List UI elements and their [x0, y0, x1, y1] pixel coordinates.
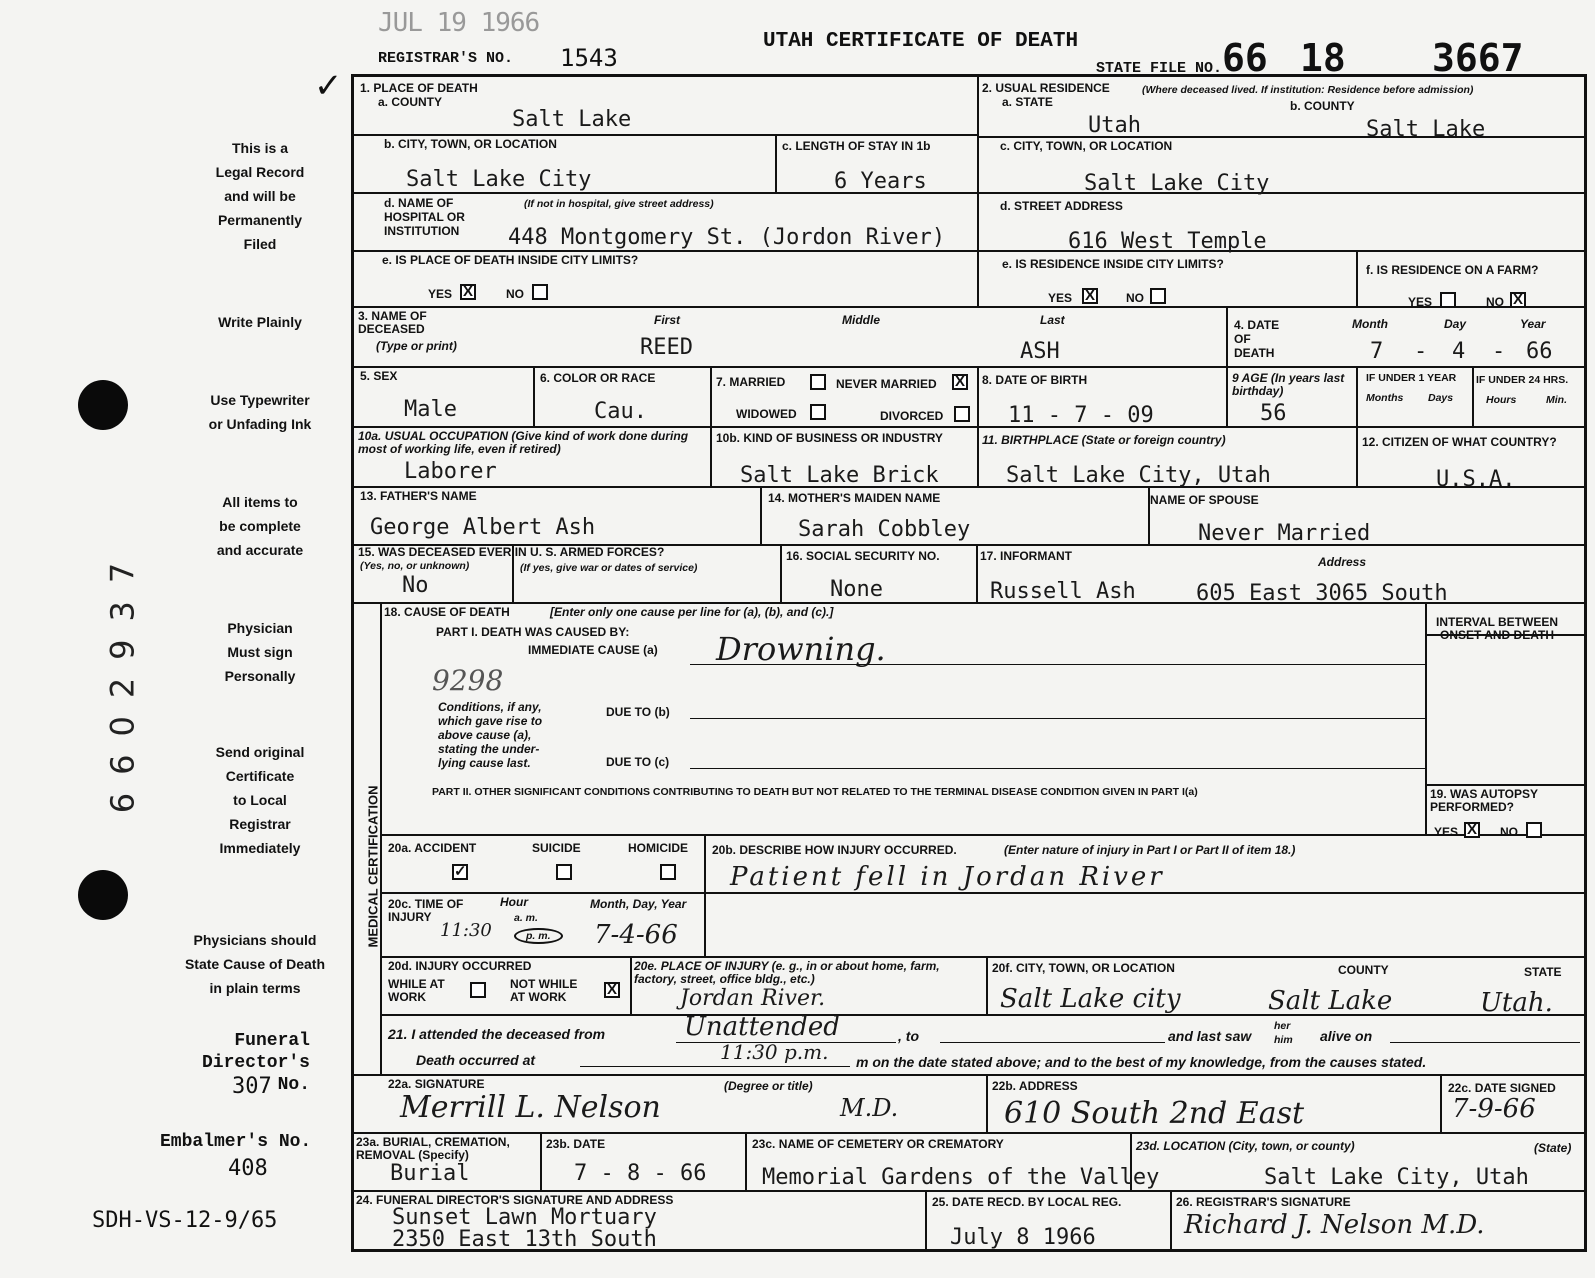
armed-forces-note-1: (Yes, no, or unknown) [360, 560, 470, 572]
rule [775, 136, 777, 192]
rule [1356, 252, 1358, 306]
rule [1425, 602, 1427, 834]
state-file-label: STATE FILE NO. [1096, 60, 1223, 77]
rule [780, 544, 782, 602]
widowed-label: WIDOWED [736, 407, 797, 421]
type-or-print-note: (Type or print) [376, 339, 457, 353]
last-saw-label: and last saw [1168, 1028, 1252, 1044]
rule [977, 426, 979, 486]
injury-description-label: 20b. DESCRIBE HOW INJURY OCCURRED. [712, 843, 957, 857]
rule [353, 1132, 1585, 1134]
punch-hole-lower [78, 870, 128, 920]
disposition-value: Burial [390, 1161, 470, 1186]
farm-yes-label: YES [1408, 295, 1433, 309]
street-address-value: 616 West Temple [1068, 229, 1267, 254]
ssn-label: 16. SOCIAL SECURITY NO. [786, 549, 940, 563]
rule [1472, 366, 1474, 426]
rule [353, 1190, 1585, 1192]
autopsy-label: 19. WAS AUTOPSY PERFORMED? [1430, 787, 1538, 814]
residence-county-value: Salt Lake [1366, 117, 1486, 142]
embalmer-label: Embalmer's No. [160, 1132, 312, 1152]
residence-county-label: b. COUNTY [1290, 99, 1355, 113]
informant-value: Russell Ash [990, 579, 1136, 604]
stamp-date: JUL 19 1966 [378, 8, 540, 38]
date-signed-label: 22c. DATE SIGNED [1448, 1081, 1556, 1095]
funeral-director-line-1: Sunset Lawn Mortuary [392, 1205, 657, 1230]
rule [353, 306, 1585, 308]
state-file-c: 3667 [1432, 36, 1524, 80]
cause-of-death-note: [Enter only one cause per line for (a), (b), and (c).] [550, 605, 834, 619]
burial-date-label: 23b. DATE [546, 1137, 606, 1151]
place-of-injury-label: 20e. PLACE OF INJURY (e. g., in or about home, farm, factory, street, office bldg., etc.) [634, 959, 940, 986]
county-value: Salt Lake [512, 107, 632, 132]
city-value: Salt Lake City [406, 167, 592, 192]
attended-value: Unattended [684, 1012, 840, 1042]
rule [353, 134, 977, 136]
farm-yes-checkbox[interactable] [1440, 292, 1456, 308]
dash: - [1492, 339, 1506, 364]
inside-city-limits-label: e. IS PLACE OF DEATH INSIDE CITY LIMITS? [382, 253, 639, 267]
armed-forces-note-2: (If yes, give war or dates of service) [520, 562, 698, 574]
length-of-stay-value: 6 Years [834, 169, 927, 194]
under-24-hrs-label: IF UNDER 24 HRS. [1476, 374, 1569, 386]
legal-record-note: This is a Legal Record and will be Permanently Filed [215, 140, 305, 252]
spouse-name-label: NAME OF SPOUSE [1150, 493, 1259, 507]
ssn-value: None [830, 577, 883, 602]
alive-on-line [1390, 1042, 1580, 1043]
injury-city-label: 20f. CITY, TOWN, OR LOCATION [992, 961, 1175, 975]
state-file-a: 66 [1222, 36, 1268, 80]
residence-city-label: c. CITY, TOWN, OR LOCATION [1000, 139, 1173, 153]
injury-county-value: Salt Lake [1268, 986, 1393, 1016]
deceased-name-label: 3. NAME OF DECEASED [358, 309, 427, 336]
state-cause-note: Physicians should State Cause of Death in plain terms [184, 932, 326, 996]
registrar-signature: Richard J. Nelson M.D. [1184, 1210, 1485, 1240]
injury-state-value: Utah. [1480, 988, 1553, 1018]
death-inside-no-checkbox[interactable] [532, 284, 548, 300]
city-label: b. CITY, TOWN, OR LOCATION [384, 137, 557, 151]
homicide-checkbox[interactable] [660, 864, 676, 880]
death-year-value: 66 [1526, 339, 1553, 364]
rule [353, 486, 1585, 488]
sex-label: 5. SEX [360, 369, 398, 383]
while-at-work-label: WHILE AT WORK [388, 977, 445, 1004]
residence-state-value: Utah [1088, 113, 1141, 138]
registrar-no: 1543 [560, 44, 618, 72]
occupation-label: 10a. USUAL OCCUPATION (Give kind of work done during most of working life, even if retired) [358, 429, 689, 456]
race-label: 6. COLOR OR RACE [540, 371, 656, 385]
under-1-year-label: IF UNDER 1 YEAR [1366, 372, 1457, 384]
injury-description-value: Patient fell in Jordan River [730, 862, 1165, 892]
month-label: Month [1352, 317, 1388, 331]
due-to-b-line [690, 718, 1425, 719]
married-label: 7. MARRIED [716, 375, 786, 389]
rule [630, 956, 632, 1014]
usual-residence-note: (Where deceased lived. If institution: Residence before admission) [1142, 84, 1474, 96]
rule [380, 1014, 1585, 1016]
rule [977, 366, 979, 426]
injury-occurred-label: 20d. INJURY OCCURRED [388, 959, 532, 973]
min-label: Min. [1546, 394, 1567, 406]
father-name-value: George Albert Ash [370, 515, 596, 540]
informant-address-value: 605 East 3065 South [1196, 581, 1448, 606]
rule [353, 192, 1585, 194]
suicide-checkbox[interactable] [556, 864, 572, 880]
rule [380, 892, 1585, 894]
rule [760, 486, 762, 544]
rule [976, 544, 978, 602]
month-day-year-label: Month, Day, Year [590, 897, 687, 911]
rule [1425, 784, 1585, 786]
age-label: 9 AGE (In years last birthday) [1232, 371, 1345, 398]
never-married-checkbox[interactable]: X [952, 374, 968, 390]
registrar-no-label: REGISTRAR'S NO. [378, 50, 514, 67]
due-to-b-label: DUE TO (b) [606, 705, 670, 719]
married-checkbox[interactable] [810, 374, 826, 390]
date-of-birth-value: 11 - 7 - 09 [1008, 403, 1154, 428]
accident-label: 20a. ACCIDENT [388, 841, 477, 855]
burial-state-label: (State) [1534, 1141, 1572, 1155]
birthplace-label: 11. BIRTHPLACE (State or foreign country) [982, 433, 1226, 447]
punch-hole-top [78, 380, 128, 430]
rule [353, 426, 1585, 428]
rule [704, 834, 706, 956]
physician-address-label: 22b. ADDRESS [992, 1079, 1078, 1093]
informant-label: 17. INFORMANT [980, 549, 1073, 563]
hours-label: Hours [1486, 394, 1517, 406]
residence-inside-yes-label: YES [1048, 291, 1073, 305]
death-month-value: 7 [1370, 339, 1384, 364]
rule [353, 366, 1585, 368]
interval-label: INTERVAL BETWEEN ONSET AND DEATH [1436, 615, 1559, 642]
cause-code: 9298 [432, 664, 504, 697]
sex-value: Male [404, 397, 457, 422]
armed-forces-label: 15. WAS DECEASED EVER IN U. S. ARMED FORCES? [358, 545, 665, 559]
rule [925, 1190, 927, 1252]
cause-line [690, 664, 1425, 665]
last-name-label: Last [1040, 313, 1065, 327]
rule [380, 834, 1585, 836]
rule [353, 1074, 1585, 1076]
residence-inside-no-label: NO [1126, 291, 1144, 305]
divorced-checkbox[interactable] [954, 406, 970, 422]
residence-inside-label: e. IS RESIDENCE INSIDE CITY LIMITS? [1002, 257, 1224, 271]
residence-city-value: Salt Lake City [1084, 171, 1270, 196]
occupation-value: Laborer [404, 459, 497, 484]
age-value: 56 [1260, 401, 1287, 426]
informant-address-label: Address [1318, 555, 1367, 569]
not-while-at-work-checkbox[interactable]: X [604, 982, 620, 998]
place-of-death-label: 1. PLACE OF DEATH [360, 81, 478, 95]
cause-value: Drowning. [716, 630, 886, 668]
burial-location-label: 23d. LOCATION (City, town, or county) [1136, 1139, 1355, 1153]
length-of-stay-label: c. LENGTH OF STAY IN 1b [782, 139, 931, 153]
vertical-serial-number: 6602937 [103, 544, 142, 814]
death-inside-yes-checkbox[interactable]: X [460, 284, 476, 300]
first-name-label: First [654, 313, 681, 327]
date-signed-value: 7-9-66 [1452, 1094, 1536, 1124]
widowed-checkbox[interactable] [810, 404, 826, 420]
divorced-label: DIVORCED [880, 409, 944, 423]
due-to-c-line [690, 768, 1425, 769]
typewriter-note: Use Typewriter or Unfading Ink [208, 392, 312, 432]
rule [745, 1132, 747, 1190]
day-label: Day [1444, 317, 1467, 331]
rule [540, 1132, 542, 1190]
cemetery-label: 23c. NAME OF CEMETERY OR CREMATORY [752, 1137, 1004, 1151]
first-name-value: REED [640, 335, 693, 360]
residence-state-label: a. STATE [1002, 95, 1053, 109]
physician-note: Physician Must sign Personally [224, 620, 296, 684]
rule [986, 956, 988, 1014]
to-line [940, 1042, 1165, 1043]
not-while-at-work-label: NOT WHILE AT WORK [510, 977, 578, 1004]
check-mark: ✓ [314, 66, 343, 106]
form-code: SDH-VS-12-9/65 [92, 1208, 278, 1233]
rule [1170, 1190, 1172, 1252]
birthplace-value: Salt Lake City, Utah [1006, 463, 1271, 488]
autopsy-yes-label: YES [1434, 825, 1459, 839]
her-label: her [1274, 1020, 1291, 1032]
conditions-note: Conditions, if any, which gave rise to above cause (a), stating the under- lying cause last. [438, 700, 543, 770]
death-day-value: 4 [1452, 339, 1466, 364]
rule [380, 956, 1585, 958]
injury-county-label: COUNTY [1338, 963, 1389, 977]
race-value: Cau. [594, 399, 647, 424]
hospital-value: 448 Montgomery St. (Jordon River) [508, 225, 946, 250]
part-2-label: PART II. OTHER SIGNIFICANT CONDITIONS CONTRIBUTING TO DEATH BUT NOT RELATED TO THE TERMINAL DISEASE CONDITION GIVEN IN PART I(a) [432, 786, 1198, 798]
months-label: Months [1366, 392, 1404, 404]
year-label: Year [1520, 317, 1546, 331]
homicide-label: HOMICIDE [628, 841, 688, 855]
disposition-label: 23a. BURIAL, CREMATION, REMOVAL (Specify) [356, 1135, 510, 1162]
business-value: Salt Lake Brick [740, 463, 939, 488]
signature-label: 22a. SIGNATURE [388, 1077, 485, 1091]
middle-name-label: Middle [842, 313, 880, 327]
mother-name-value: Sarah Cobbley [798, 517, 971, 542]
citizen-label: 12. CITIZEN OF WHAT COUNTRY? [1362, 435, 1557, 449]
pm-label: p. m. [514, 928, 563, 944]
date-received-value: July 8 1966 [950, 1225, 1096, 1250]
mother-name-label: 14. MOTHER'S MAIDEN NAME [768, 491, 941, 505]
street-address-label: d. STREET ADDRESS [1000, 199, 1123, 213]
rule [1226, 306, 1228, 426]
rule [977, 76, 979, 306]
place-of-injury-value: Jordan River. [680, 986, 826, 1011]
hospital-label: d. NAME OF HOSPITAL OR INSTITUTION [384, 196, 465, 238]
residence-inside-yes-checkbox[interactable]: X [1082, 288, 1098, 304]
funeral-director-no: 307 [232, 1074, 272, 1099]
certificate-title: UTAH CERTIFICATE OF DEATH [763, 30, 1079, 53]
spouse-name-value: Never Married [1198, 521, 1371, 546]
business-label: 10b. KIND OF BUSINESS OR INDUSTRY [716, 431, 943, 445]
rule [1356, 366, 1358, 486]
registrar-signature-label: 26. REGISTRAR'S SIGNATURE [1176, 1195, 1351, 1209]
funeral-director-sig-label: 24. FUNERAL DIRECTOR'S SIGNATURE AND ADDRESS [356, 1193, 674, 1207]
accident-checkbox[interactable]: ✓ [454, 863, 467, 880]
rule [977, 136, 1585, 138]
physician-address-value: 610 South 2nd East [1004, 1096, 1305, 1131]
date-received-label: 25. DATE RECD. BY LOCAL REG. [932, 1195, 1122, 1209]
to-label: , to [898, 1028, 919, 1044]
physician-degree: M.D. [840, 1094, 899, 1122]
hospital-note: (If not in hospital, give street address) [524, 198, 714, 210]
never-married-label: NEVER MARRIED [836, 377, 937, 391]
cause-of-death-label: 18. CAUSE OF DEATH [384, 605, 510, 619]
injury-city-value: Salt Lake city [1000, 984, 1181, 1014]
hour-label: Hour [500, 895, 528, 909]
father-name-label: 13. FATHER'S NAME [360, 489, 477, 503]
due-to-c-label: DUE TO (c) [606, 755, 670, 769]
autopsy-yes-checkbox[interactable]: X [1464, 822, 1480, 838]
rule [1440, 1074, 1442, 1132]
knowledge-statement: m on the date stated above; and to the best of my knowledge, from the causes stated. [856, 1054, 1427, 1070]
death-inside-no-label: NO [506, 287, 524, 301]
injury-date-value: 7-4-66 [594, 920, 678, 950]
injury-description-note: (Enter nature of injury in Part I or Part II of item 18.) [1004, 843, 1296, 857]
last-name-value: ASH [1020, 339, 1060, 364]
farm-no-checkbox[interactable]: X [1510, 292, 1526, 308]
funeral-director-line-2: 2350 East 13th South [392, 1227, 657, 1252]
rule [710, 366, 712, 486]
cemetery-value: Memorial Gardens of the Valley [762, 1165, 1160, 1190]
him-label: him [1274, 1034, 1293, 1046]
am-label: a. m. [514, 912, 538, 924]
degree-label: (Degree or title) [724, 1079, 813, 1093]
alive-on-label: alive on [1320, 1028, 1373, 1044]
send-note: Send original Certificate to Local Registrar Immediately [215, 744, 305, 856]
autopsy-no-label: NO [1500, 825, 1518, 839]
rule [353, 250, 1585, 252]
residence-inside-no-checkbox[interactable] [1150, 288, 1166, 304]
embalmer-no: 408 [228, 1156, 268, 1181]
death-occurred-label: Death occurred at [416, 1052, 536, 1068]
county-label: a. COUNTY [378, 95, 443, 109]
burial-date-value: 7 - 8 - 66 [574, 1161, 707, 1186]
rule [533, 366, 535, 426]
death-occurred-line [580, 1066, 850, 1067]
complete-note: All items to be complete and accurate [216, 494, 304, 558]
rule [986, 1074, 988, 1132]
usual-residence-label: 2. USUAL RESIDENCE [982, 81, 1110, 95]
while-at-work-checkbox[interactable] [470, 982, 486, 998]
time-of-injury-label: 20c. TIME OF INJURY [388, 897, 464, 924]
state-file-b: 18 [1300, 36, 1346, 80]
farm-no-label: NO [1486, 295, 1504, 309]
citizen-value: U.S.A. [1436, 467, 1516, 492]
armed-forces-value: No [402, 573, 429, 598]
dash: - [1414, 339, 1428, 364]
death-inside-yes-label: YES [428, 287, 453, 301]
physician-signature: Merrill L. Nelson [400, 1090, 661, 1125]
suicide-label: SUICIDE [532, 841, 581, 855]
days-label: Days [1428, 392, 1454, 404]
injury-state-label: STATE [1524, 965, 1562, 979]
write-plainly-note: Write Plainly [218, 314, 302, 330]
on-farm-label: f. IS RESIDENCE ON A FARM? [1366, 263, 1539, 277]
autopsy-no-checkbox[interactable] [1526, 822, 1542, 838]
attended-label: 21. I attended the deceased from [388, 1026, 606, 1042]
part-1-label: PART I. DEATH WAS CAUSED BY: [436, 625, 630, 639]
burial-location-value: Salt Lake City, Utah [1264, 1165, 1529, 1190]
funeral-director-label: Funeral Director's No. [201, 1031, 310, 1095]
immediate-cause-label: IMMEDIATE CAUSE (a) [528, 643, 658, 657]
medical-certification-label: MEDICAL CERTIFICATION [365, 785, 381, 948]
injury-time-value: 11:30 [440, 920, 492, 941]
death-time-value: 11:30 p.m. [720, 1040, 829, 1064]
date-of-death-label: 4. DATE OF DEATH [1234, 318, 1280, 360]
date-of-birth-label: 8. DATE OF BIRTH [982, 373, 1088, 387]
